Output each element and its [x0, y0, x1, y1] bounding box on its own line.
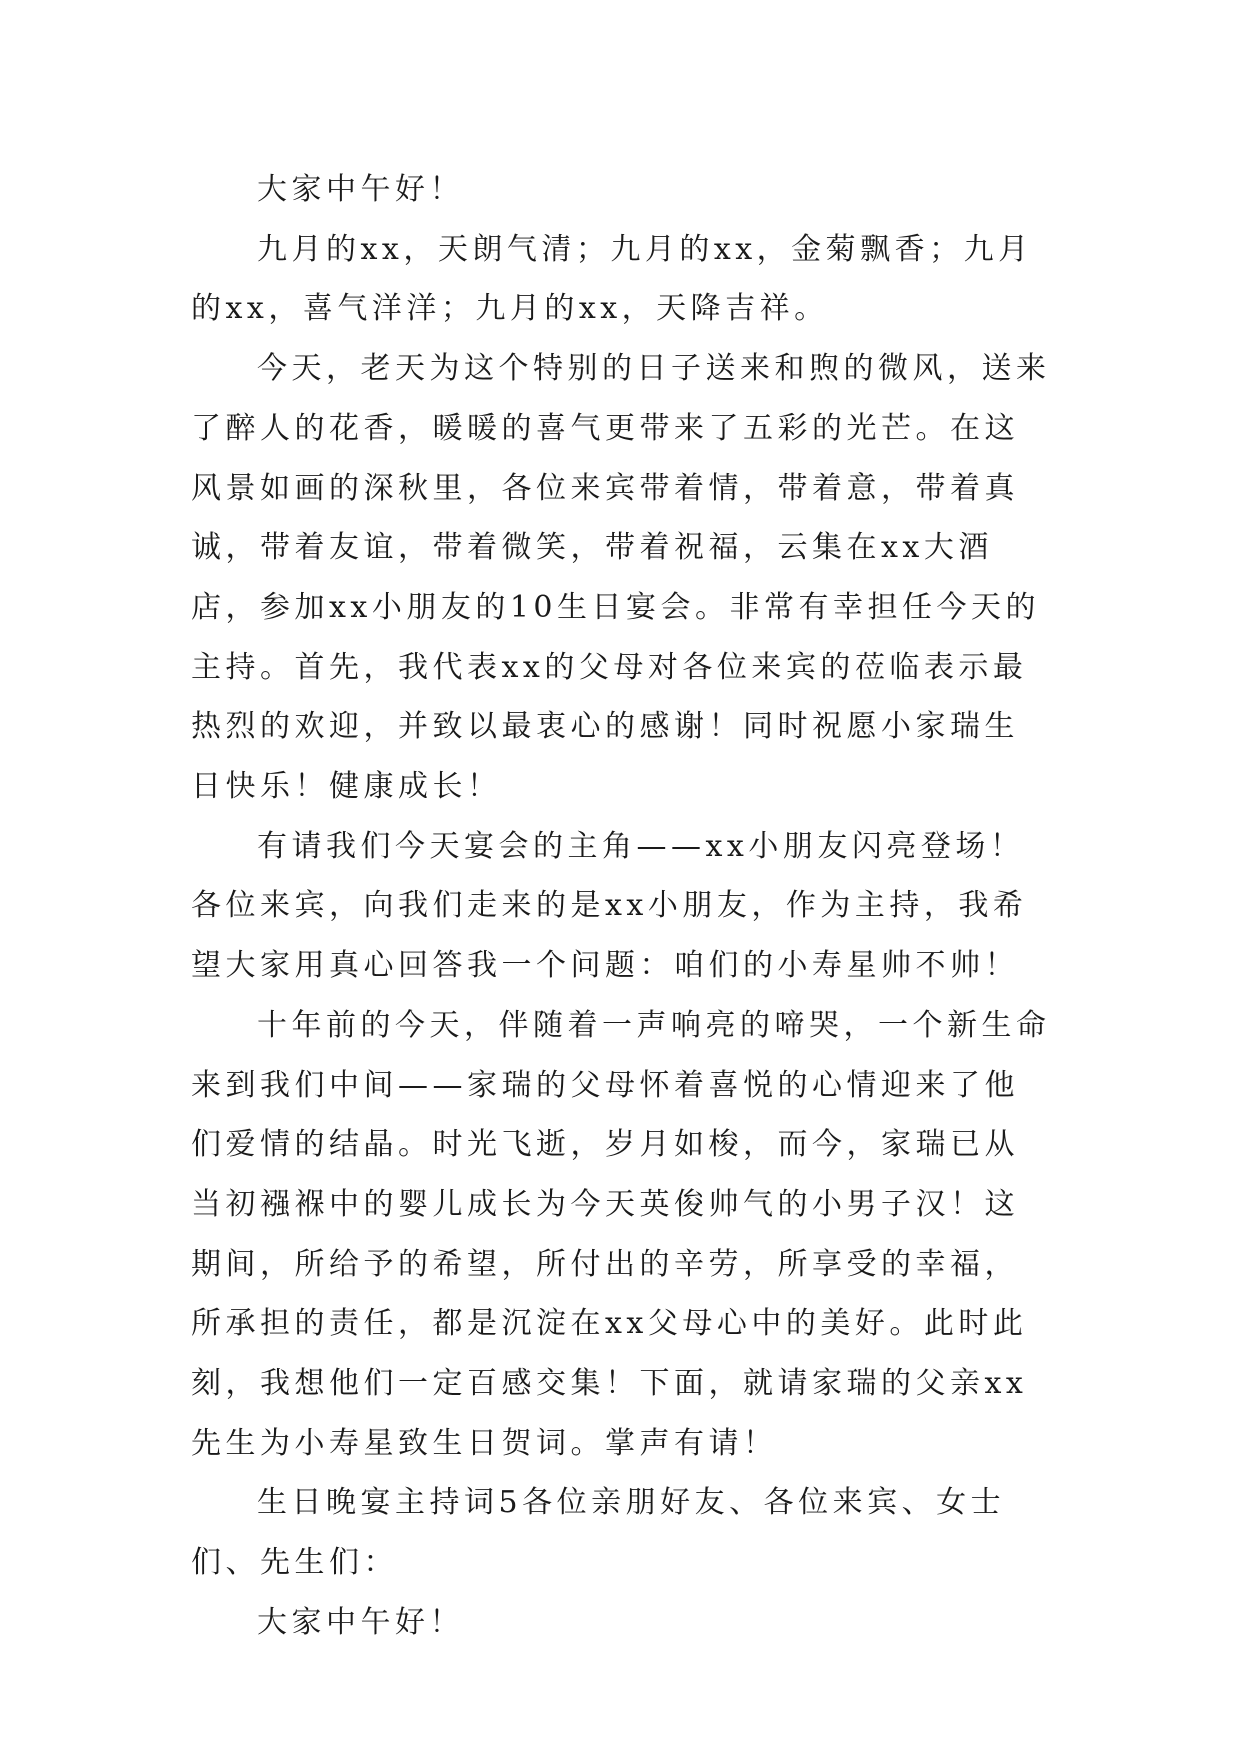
paragraph-greeting: 大家中午好！ — [257, 172, 464, 207]
paragraph-september: 九月的xx，天朗气清；九月的xx，金菊飘香；九月的xx，喜气洋洋；九月的xx，天降吉祥。 — [191, 231, 1033, 327]
paragraph-ten-years-ago: 十年前的今天，伴随着一声响亮的啼哭，一个新生命来到我们中间——家瑞的父母怀着喜悦的心情迎来了他们爱情的结晶。时光飞逝，岁月如梭，而今，家瑞已从当初襁褓中的婴儿成长为今天英俊帅气的小男子汉！这期间，所给予的希望，所付出的辛劳，所享受的幸福，所承担的责任，都是沉淀在xx父母心中的美好。此时此刻，我想他们一定百感交集！下面，就请家瑞的父亲xx先生为小寿星致生日贺词。掌声有请！ — [191, 1007, 1051, 1461]
paragraph-greeting-repeat: 大家中午好！ — [257, 1604, 464, 1640]
paragraph-section-heading: 生日晚宴主持词5各位亲朋好友、各位来宾、女士们、先生们： — [191, 1485, 1006, 1581]
paragraph-introduce-star: 有请我们今天宴会的主角——xx小朋友闪亮登场！各位来宾，向我们走来的是xx小朋友，作为主持，我希望大家用真心回答我一个问题：咱们的小寿星帅不帅！ — [191, 828, 1028, 984]
paragraph-welcome: 今天，老天为这个特别的日子送来和煦的微风，送来了醉人的花香，暖暖的喜气更带来了五彩的光芒。在这风景如画的深秋里，各位来宾带着情，带着意，带着真诚，带着友谊，带着微笑，带着祝福，云集在xx大酒店，参加xx小朋友的10生日宴会。非常有幸担任今天的主持。首先，我代表xx的父母对各位来宾的莅临表示最热烈的欢迎，并致以最衷心的感谢！同时祝愿小家瑞生日快乐！健康成长！ — [191, 351, 1051, 805]
document-body — [191, 160, 1051, 1653]
